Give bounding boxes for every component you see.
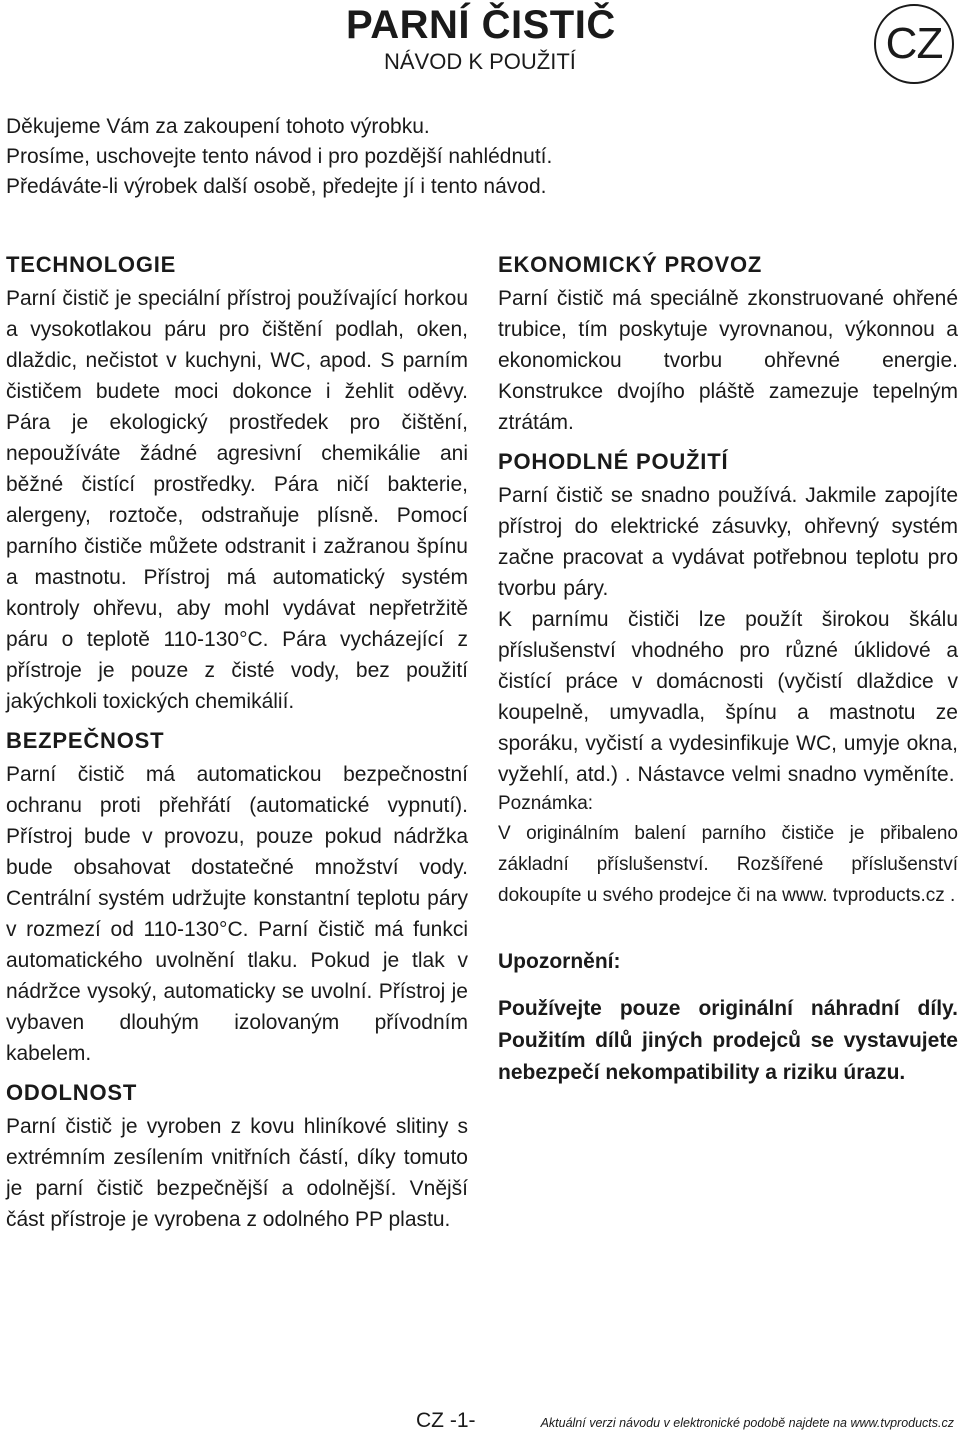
- page-subtitle: NÁVOD K POUŽITÍ: [384, 49, 576, 74]
- section-odolnost: [6, 1075, 468, 1235]
- intro-line: Děkujeme Vám za zakoupení tohoto výrobku.: [6, 115, 430, 138]
- section-text: Parní čistič má speciálně zkonstruované ohřené trubice, tím poskytuje vyrovnanou, výkonnou a ekonomickou tvorbu ohřevné energie. Konstrukce dvojího pláště zamezuje tepelným ztrátám.: [498, 287, 958, 434]
- section-text: Parní čistič má automatickou bezpečnostní ochranu proti přehřátí (automatické vypnutí). Přístroj bude v provozu, pouze pokud nádržka bude obsahovat dostatečné množství vody. Centrální systém udržujte konstantní teplotu páry v rozmezí od 110-130°C. Parní čistič má funkci automatického uvolnění tlaku. Pokud je tlak v nádržce vysoký, automaticky se uvolní. Přístroj je vybaven dlouhým izolovaným přívodním kabelem.: [6, 763, 468, 1065]
- page-title: PARNÍ ČISTIČ: [346, 3, 616, 47]
- section-ekonomicky-provoz: [498, 247, 958, 438]
- section-heading: ODOLNOST: [6, 1080, 138, 1105]
- section-bezpecnost: [6, 723, 468, 1069]
- left-column: [6, 247, 468, 1235]
- section-heading: BEZPEČNOST: [6, 728, 165, 753]
- section-heading: POHODLNÉ POUŽITÍ: [498, 449, 729, 474]
- warning-text: Používejte pouze originální náhradní díly. Použitím dílů jiných prodejců se vystavujete nebezpečí nekompatibility a riziku úrazu.: [498, 997, 958, 1084]
- intro-line: Prosíme, uschovejte tento návod i pro pozdější nahlédnutí.: [6, 145, 553, 168]
- right-column: [498, 247, 958, 1089]
- intro-line: Předáváte-li výrobek další osobě, předejte jí i tento návod.: [6, 175, 547, 198]
- section-text: Parní čistič je vyroben z kovu hliníkové slitiny s extrémním zesílením vnitřních částí, díky tomuto je parní čistič bezpečnější a odolnější. Vnější část přístroje je vyrobena z odolného PP plastu.: [6, 1115, 468, 1231]
- section-text: Parní čistič je speciální přístroj používající horkou a vysokotlakou páru pro čištění podlah, oken, dlaždic, nečistot v kuchyni, WC, apod. S parním čističem budete moci dokonce i žehlit oděvy. Pára je ekologický prostředek pro čištění, nepoužíváte žádné agresivní chemikálie ani běžné čistící prostředky. Pára ničí bakterie, alergeny, roztoče, odstraňuje plísně. Pomocí parního čističe můžete odstranit i zažranou špínu a mastnotu. Přístroj má automatický systém kontroly ohřevu, aby mohl vydávat nepřetržitě páru o teplotě 110-130°C. Pára vycházející z přístroje je pouze z čisté vody, bez použití jakýchkoli toxických chemikálií.: [6, 287, 468, 713]
- page-number: CZ -1-: [416, 1409, 476, 1432]
- section-technologie: [6, 247, 468, 717]
- language-badge: CZ: [874, 4, 954, 84]
- section-heading: EKONOMICKÝ PROVOZ: [498, 252, 763, 277]
- intro-text: [6, 112, 706, 202]
- section-upozorneni: [498, 947, 958, 1089]
- warning-heading: Upozornění:: [498, 950, 621, 973]
- section-pohodlne-pouziti: [498, 444, 958, 911]
- note-text: V originálním balení parního čističe je přibaleno základní příslušenství. Rozšířené příslušenství dokoupíte u svého prodejce či na www. tvproducts.cz .: [498, 823, 958, 906]
- footer-note: Aktuální verzi návodu v elektronické podobě najdete na www.tvproducts.cz: [540, 1416, 954, 1430]
- section-text: Parní čistič se snadno používá. Jakmile zapojíte přístroj do elektrické zásuvky, ohřevný systém začne pracovat a vydávat potřebnou teplotu pro tvorbu páry.: [498, 484, 958, 600]
- section-text: K parnímu čističi lze použít širokou škálu příslušenství vhodného pro různé úklidové a čistící práce v domácnosti (vyčistí dlaždice v koupelně, umyvadla, špínu a mastnotu ze sporáku, vyčistí a vydesinfikuje WC, umyje okna, vyžehlí, atd.) . Nástavce velmi snadno vyměníte.: [498, 608, 959, 786]
- note-label: Poznámka:: [498, 793, 594, 814]
- section-heading: TECHNOLOGIE: [6, 252, 177, 277]
